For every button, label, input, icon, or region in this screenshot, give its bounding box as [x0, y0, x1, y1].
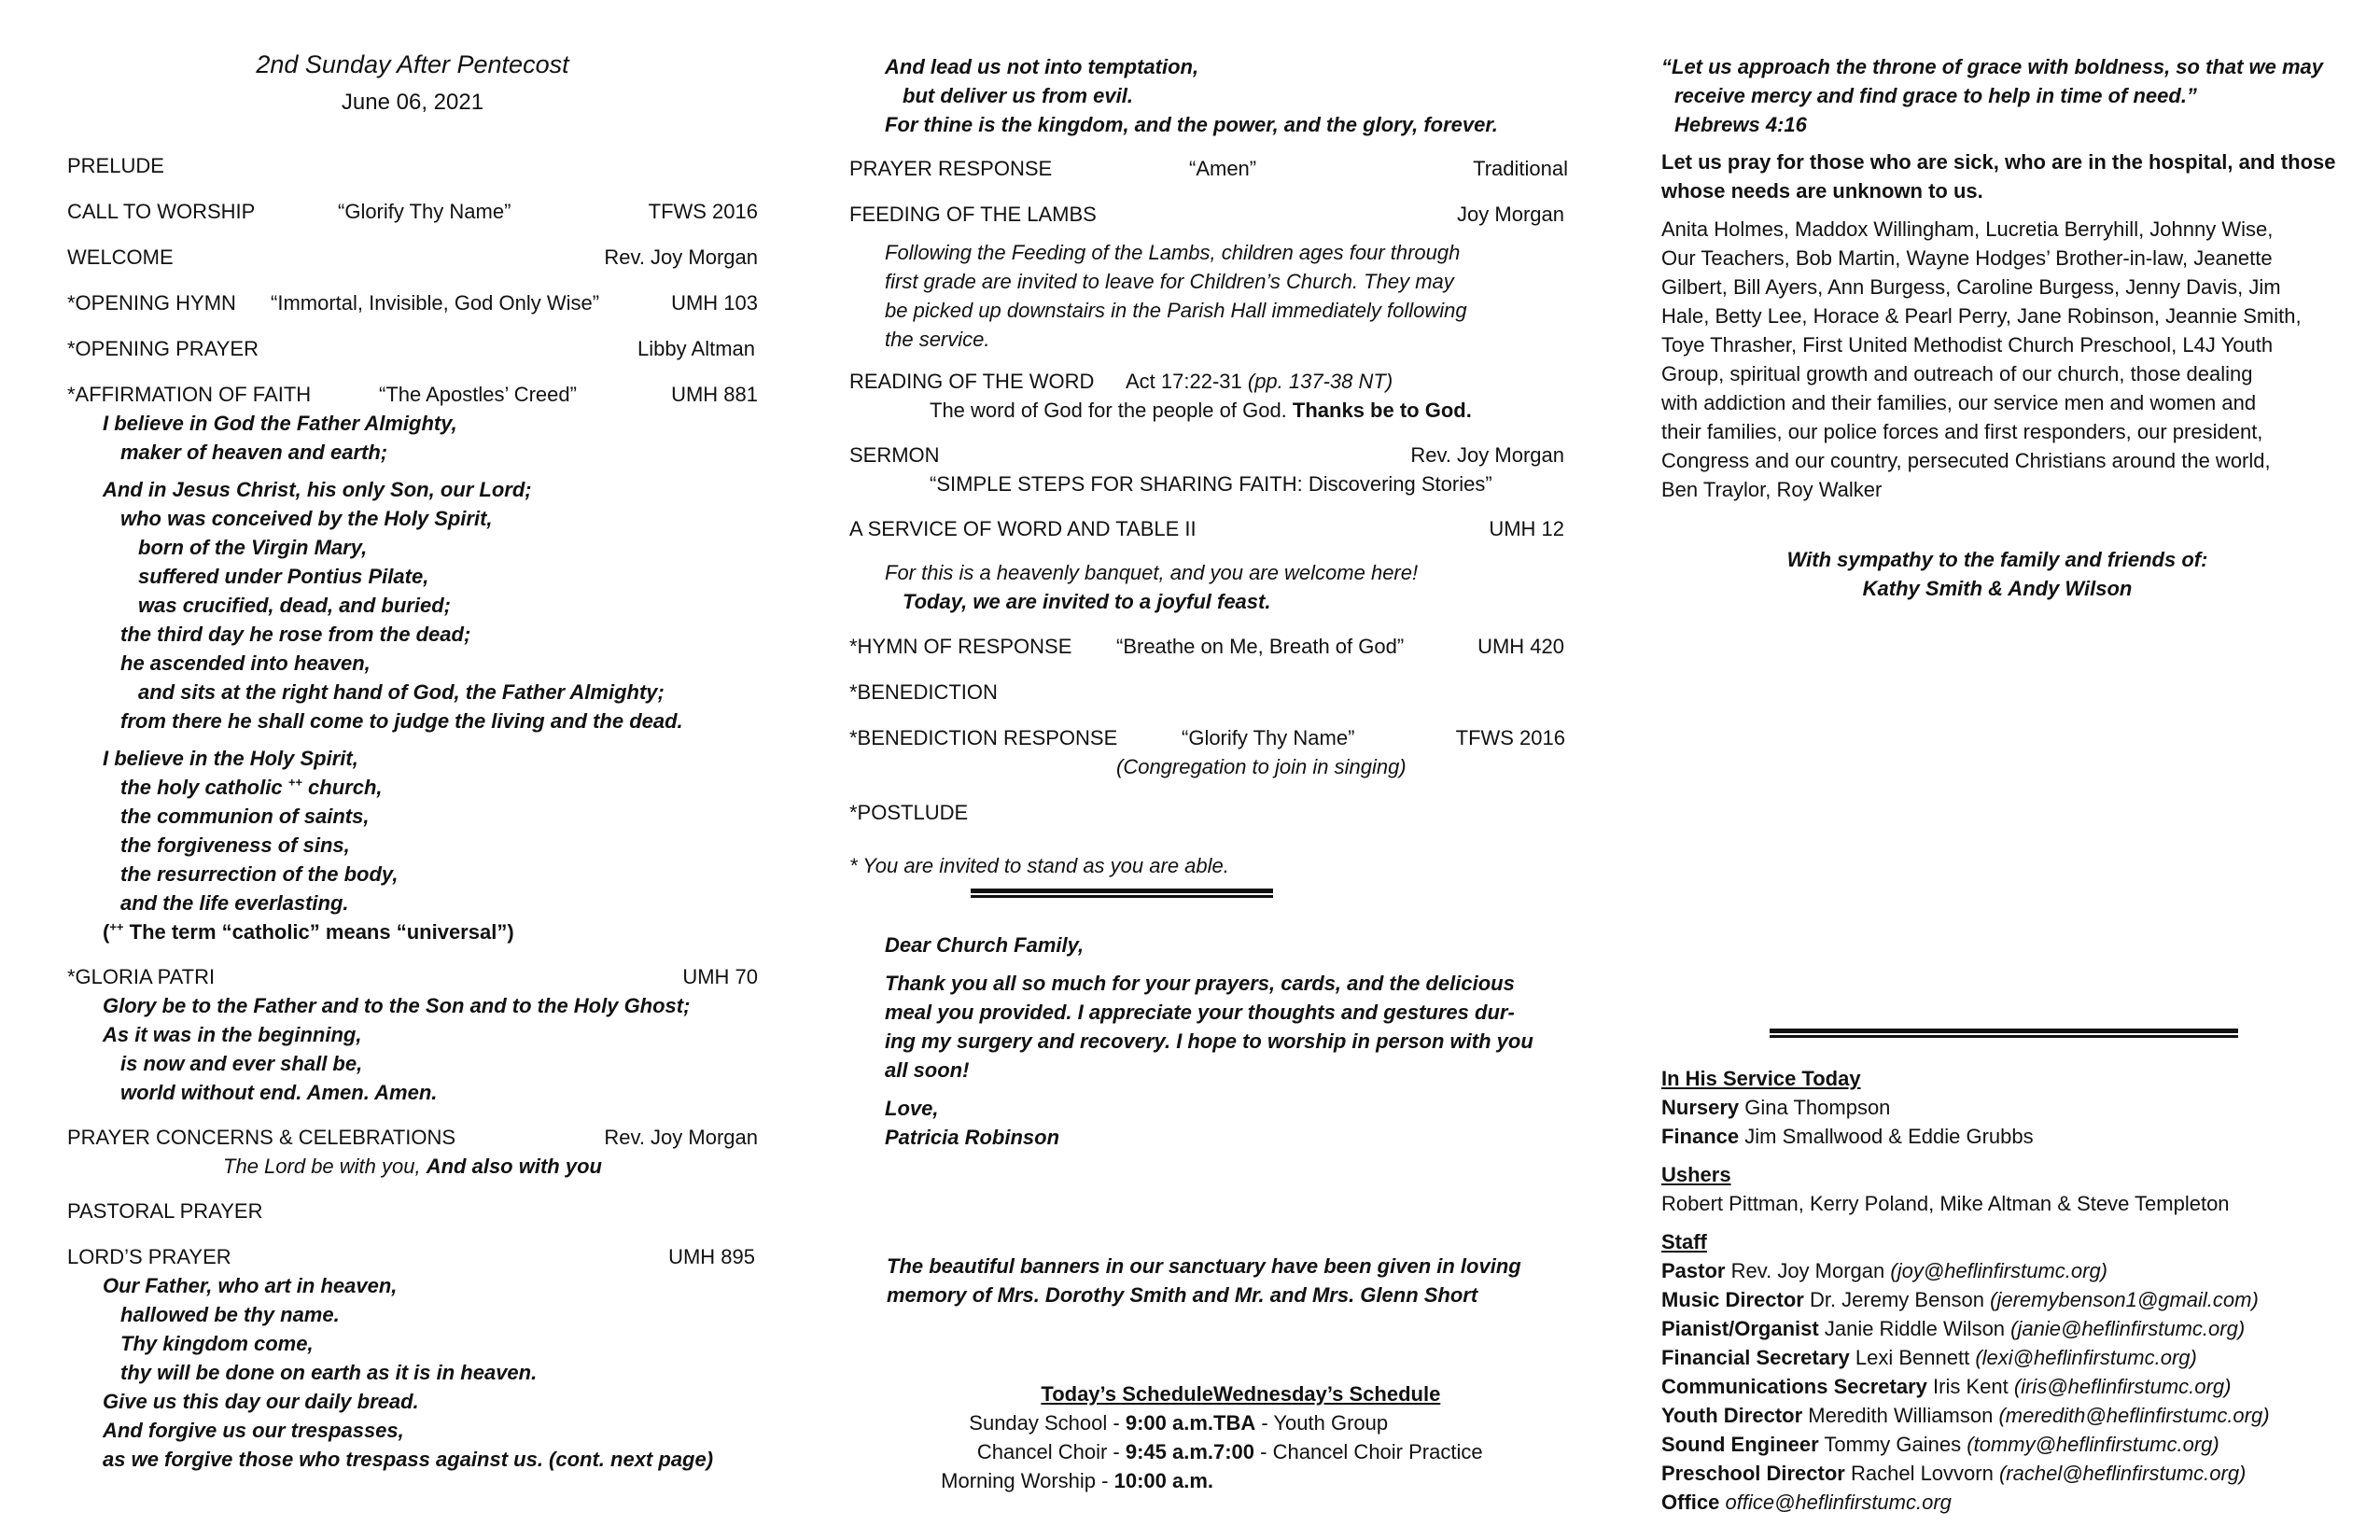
prayer-list-line: Ben Traylor, Roy Walker [1661, 478, 1883, 501]
item-label: LORD’S PRAYER [67, 1245, 231, 1268]
item-label: PRAYER RESPONSE [849, 157, 1053, 180]
schedule-event: - Chancel Choir Practice [1254, 1440, 1483, 1463]
item-ref: Traditional [1473, 157, 1568, 180]
item-leader: Rev. Joy Morgan [1410, 443, 1564, 467]
stand-note: * You are invited to stand as you are able. [849, 854, 1229, 877]
item-label: PRAYER CONCERNS & CELEBRATIONS [67, 1126, 456, 1149]
staff-item [1661, 1430, 2219, 1459]
staff-item [1661, 1401, 2270, 1430]
creed-line: born of the Virgin Mary, [138, 536, 368, 559]
staff-item [1661, 1256, 2107, 1285]
schedule-time: 9:00 a.m. [1125, 1411, 1213, 1435]
service-item [1661, 1093, 1890, 1122]
gloria-line: As it was in the beginning, [103, 1023, 362, 1046]
item-ref: UMH 103 [671, 291, 758, 315]
prayer-line: Give us this day our daily bread. [103, 1390, 419, 1413]
bulletin-title: 2nd Sunday After Pentecost [256, 50, 569, 78]
verse-line: receive mercy and find grace to help in time of need.” [1674, 84, 2197, 107]
staff-item [1661, 1459, 2246, 1488]
item-prelude [67, 151, 758, 180]
letter-line: Thank you all so much for your prayers, cards, and the delicious [885, 972, 1515, 995]
footnote-mark: ++ [109, 919, 124, 934]
prayer-line: Thy kingdom come, [120, 1332, 314, 1355]
verse-reference: Hebrews 4:16 [1674, 113, 1807, 136]
item-title: “Amen” [1189, 157, 1257, 180]
staff-role: Pianist/Organist [1661, 1317, 1819, 1340]
item-sermon [849, 441, 1564, 469]
prayer-list-line: Group, spiritual growth and outreach of our church, those dealing [1661, 362, 2253, 385]
reading-reference [1126, 367, 1393, 396]
item-label: *BENEDICTION [849, 680, 998, 704]
creed-line: suffered under Pontius Pilate, [138, 565, 429, 588]
staff-name: Lexi Bennett [1855, 1346, 1970, 1369]
intro-line: Let us pray for those who are sick, who are in the hospital, and those [1661, 150, 2336, 174]
dedication-line: memory of Mrs. Dorothy Smith and Mr. and Mrs. Glenn Short [887, 1283, 1478, 1307]
item-affirmation [67, 380, 758, 409]
item-pastoral-prayer [67, 1197, 758, 1225]
item-reading [849, 367, 1577, 396]
item-leader: Rev. Joy Morgan [604, 245, 758, 269]
item-benediction-response [849, 723, 1565, 752]
sermon-title: “SIMPLE STEPS FOR SHARING FAITH: Discovering Stories” [930, 472, 1492, 496]
item-label: *OPENING HYMN [67, 291, 236, 315]
letter-greeting: Dear Church Family, [885, 933, 1085, 957]
item-label: *GLORIA PATRI [67, 965, 216, 988]
footnote-paren: ( [103, 920, 110, 944]
gloria-line: world without end. Amen. Amen. [120, 1081, 438, 1104]
schedule-item [1213, 1408, 1388, 1437]
staff-name: Janie Riddle Wilson [1824, 1317, 2006, 1340]
item-label: *BENEDICTION RESPONSE [849, 726, 1118, 749]
prayer-list-line: with addiction and their families, our service men and women and [1661, 391, 2257, 414]
creed-line: from there he shall come to judge the living and the dead. [120, 709, 683, 733]
creed-line: the third day he rose from the dead; [120, 623, 471, 646]
item-label: WELCOME [67, 245, 174, 269]
section-divider [1770, 1029, 2238, 1038]
service-role: Nursery [1661, 1096, 1740, 1119]
response-call: The word of God for the people of God. [930, 399, 1293, 422]
item-label: *AFFIRMATION OF FAITH [67, 383, 312, 406]
staff-email: (tommy@heflinfirstumc.org) [1967, 1433, 2219, 1456]
benediction-note: (Congregation to join in singing) [1116, 755, 1407, 778]
schedule-event: Sunday School - [969, 1411, 1126, 1435]
item-welcome [67, 243, 758, 272]
staff-role: Youth Director [1661, 1404, 1803, 1427]
staff-heading: Staff [1661, 1230, 1707, 1253]
prayer-line: as we forgive those who trespass against us. (cont. next page) [103, 1448, 714, 1471]
schedule-item [1213, 1437, 1483, 1466]
prayer-line: For thine is the kingdom, and the power, and the glory, forever. [885, 113, 1498, 136]
creed-line: I believe in God the Father Almighty, [103, 412, 457, 435]
item-label: SERMON [849, 443, 940, 467]
item-ref: UMH 12 [1489, 517, 1564, 540]
verse-line: “Let us approach the throne of grace with boldness, so that we may [1661, 55, 2324, 78]
staff-email: (lexi@heflinfirstumc.org) [1975, 1346, 2197, 1369]
note-line: the service. [885, 328, 990, 351]
prayer-line: hallowed be thy name. [120, 1303, 340, 1326]
ushers-heading: Ushers [1661, 1163, 1731, 1186]
creed-line: the resurrection of the body, [120, 862, 399, 886]
prayer-list-line: Anita Holmes, Maddox Willingham, Lucretia Berryhill, Johnny Wise, [1661, 217, 2274, 241]
item-opening-prayer [67, 334, 758, 363]
item-ref: UMH 70 [682, 965, 758, 988]
creed-text: the holy catholic [120, 776, 283, 799]
note-line: be picked up downstairs in the Parish Hall immediately following [885, 299, 1467, 322]
creed-line: the communion of saints, [120, 805, 370, 828]
prayer-list-line: their families, our police forces and first responders, our president, [1661, 420, 2263, 443]
word-table-line: For this is a heavenly banquet, and you are welcome here! [885, 561, 1419, 584]
staff-email: (joy@heflinfirstumc.org) [1890, 1259, 2108, 1282]
staff-email: (rachel@heflinfirstumc.org) [1998, 1462, 2247, 1485]
item-word-and-table [849, 514, 1564, 543]
staff-role: Communications Secretary [1661, 1375, 1927, 1398]
item-title: “Breathe on Me, Breath of God” [1116, 635, 1405, 658]
staff-item [1661, 1488, 1952, 1517]
schedule-time: 7:00 [1213, 1440, 1255, 1463]
column-order-of-worship-2 [849, 0, 1577, 1540]
prayer-line: thy will be done on earth as it is in heaven. [120, 1361, 538, 1384]
creed-text: church, [308, 776, 383, 799]
schedule-time: 9:45 a.m. [1125, 1440, 1213, 1463]
prayer-list-line: Gilbert, Bill Ayers, Ann Burgess, Caroline Burgess, Jenny Davis, Jim [1661, 275, 2281, 299]
item-label: A SERVICE OF WORD AND TABLE II [849, 517, 1197, 540]
column-announcements [1661, 0, 2336, 1540]
staff-name: Tommy Gaines [1824, 1433, 1962, 1456]
staff-role: Sound Engineer [1661, 1433, 1819, 1456]
response-call: The Lord be with you, [223, 1155, 427, 1178]
item-prayer-response [849, 154, 1568, 183]
concerns-response [67, 1152, 758, 1181]
staff-name: Rachel Lovvorn [1850, 1462, 1994, 1485]
staff-email: (jeremybenson1@gmail.com) [1990, 1288, 2259, 1311]
schedule-heading: Today’s Schedule [1041, 1382, 1213, 1406]
schedule-heading: Wednesday’s Schedule [1213, 1382, 1441, 1406]
creed-line: the forgiveness of sins, [120, 833, 350, 857]
prayer-list-line: Our Teachers, Bob Martin, Wayne Hodges’ Brother-in-law, Jeanette [1661, 246, 2273, 270]
item-opening-hymn [67, 288, 758, 317]
staff-email: (iris@heflinfirstumc.org) [2013, 1375, 2232, 1398]
dedication-line: The beautiful banners in our sanctuary have been given in loving [887, 1254, 1521, 1278]
creed-line: and the life everlasting. [120, 891, 349, 915]
item-title: “Glorify Thy Name” [1182, 726, 1355, 749]
staff-name: Meredith Williamson [1808, 1404, 1994, 1427]
service-role: Finance [1661, 1125, 1740, 1148]
schedule-event: Chancel Choir - [976, 1440, 1126, 1463]
staff-role: Music Director [1661, 1288, 1804, 1311]
item-prayer-concerns [67, 1123, 758, 1152]
item-label: CALL TO WORSHIP [67, 200, 256, 223]
gloria-line: is now and ever shall be, [120, 1052, 363, 1075]
prayer-list-line: Toye Thrasher, First United Methodist Church Preschool, L4J Youth [1661, 333, 2274, 357]
staff-item [1661, 1372, 2231, 1401]
item-ref: TFWS 2016 [1455, 726, 1565, 749]
prayer-line: And lead us not into temptation, [885, 55, 1199, 78]
schedule-item [977, 1437, 1213, 1466]
prayer-line: And forgive us our trespasses, [103, 1419, 404, 1442]
item-label: READING OF THE WORD [849, 370, 1095, 393]
section-divider [971, 889, 1273, 898]
word-table-line: Today, we are invited to a joyful feast. [903, 590, 1271, 613]
prayer-list-line: Congress and our country, persecuted Christians around the world, [1661, 449, 2271, 472]
service-item [1661, 1122, 2034, 1151]
scripture-pages: (pp. 137-38 NT) [1247, 370, 1393, 393]
response-answer: Thanks be to God. [1292, 399, 1472, 422]
creed-line [120, 773, 383, 802]
service-name: Jim Smallwood & Eddie Grubbs [1744, 1125, 2034, 1148]
item-leader: Rev. Joy Morgan [604, 1126, 758, 1149]
intro-line: whose needs are unknown to us. [1661, 179, 1983, 203]
item-feeding-of-lambs [849, 200, 1564, 229]
item-ref: UMH 881 [671, 383, 758, 406]
reading-response [930, 396, 1472, 425]
item-lords-prayer [67, 1242, 758, 1271]
item-leader: Libby Altman [637, 337, 755, 360]
item-label: PASTORAL PRAYER [67, 1199, 263, 1223]
schedule-item [941, 1466, 1213, 1495]
staff-role: Preschool Director [1661, 1462, 1845, 1485]
creed-line: was crucified, dead, and buried; [138, 594, 451, 617]
staff-item [1661, 1314, 2245, 1343]
letter-line: ing my surgery and recovery. I hope to worship in person with you [885, 1029, 1533, 1053]
ushers-names: Robert Pittman, Kerry Poland, Mike Altman & Steve Templeton [1661, 1192, 2230, 1215]
staff-role: Financial Secretary [1661, 1346, 1850, 1369]
service-name: Gina Thompson [1744, 1096, 1891, 1119]
staff-email: (meredith@heflinfirstumc.org) [1998, 1404, 2270, 1427]
schedule-event: - Youth Group [1255, 1411, 1389, 1435]
creed-footnote-mark: ++ [287, 775, 302, 790]
letter-line: all soon! [885, 1058, 970, 1082]
prayer-line: but deliver us from evil. [903, 84, 1133, 107]
creed-line: And in Jesus Christ, his only Son, our Lord; [103, 478, 532, 501]
service-heading: In His Service Today [1661, 1067, 1861, 1090]
item-ref: TFWS 2016 [648, 200, 758, 223]
schedule-item [969, 1408, 1213, 1437]
staff-name: Dr. Jeremy Benson [1809, 1288, 1985, 1311]
creed-line: and sits at the right hand of God, the Father Almighty; [138, 680, 665, 704]
sympathy-line: With sympathy to the family and friends of: [1786, 548, 2208, 571]
staff-role: Pastor [1661, 1259, 1726, 1282]
item-label: *POSTLUDE [849, 801, 969, 824]
item-leader: Joy Morgan [1457, 203, 1564, 226]
item-label: FEEDING OF THE LAMBS [849, 203, 1097, 226]
note-line: first grade are invited to leave for Children’s Church. They may [885, 270, 1454, 293]
item-ref: UMH 895 [668, 1245, 755, 1268]
item-hymn-of-response [849, 632, 1564, 661]
note-line: Following the Feeding of the Lambs, children ages four through [885, 241, 1461, 264]
item-label: *HYMN OF RESPONSE [849, 635, 1072, 658]
item-title: “Glorify Thy Name” [338, 200, 511, 223]
staff-email: (janie@heflinfirstumc.org) [2010, 1317, 2246, 1340]
staff-email: office@heflinfirstumc.org [1725, 1491, 1952, 1514]
item-label: *OPENING PRAYER [67, 337, 259, 360]
item-gloria-patri [67, 962, 758, 991]
letter-closing: Love, [885, 1097, 939, 1120]
creed-line: maker of heaven and earth; [120, 441, 388, 464]
response-answer: And also with you [426, 1155, 602, 1178]
scripture-ref: Act 17:22-31 [1126, 370, 1242, 393]
creed-footnote [103, 917, 514, 946]
bulletin-date: June 06, 2021 [341, 90, 484, 115]
schedule-event: Morning Worship - [941, 1469, 1114, 1492]
gloria-line: Glory be to the Father and to the Son and to the Holy Ghost; [103, 994, 691, 1017]
column-order-of-worship-1 [67, 0, 758, 1540]
staff-item [1661, 1285, 2259, 1314]
staff-name: Rev. Joy Morgan [1730, 1259, 1885, 1282]
item-label: PRELUDE [67, 154, 164, 177]
prayer-line: Our Father, who art in heaven, [103, 1274, 398, 1297]
schedule-time: 10:00 a.m. [1113, 1469, 1213, 1492]
staff-item [1661, 1343, 2197, 1372]
item-call-to-worship [67, 197, 758, 226]
creed-line: who was conceived by the Holy Spirit, [120, 507, 493, 530]
item-title: “Immortal, Invisible, God Only Wise” [271, 291, 600, 315]
footnote-text: The term “catholic” means “universal”) [123, 920, 514, 944]
schedule-time: TBA [1213, 1411, 1256, 1435]
letter-line: meal you provided. I appreciate your thoughts and gestures dur- [885, 1001, 1515, 1024]
item-ref: UMH 420 [1477, 635, 1564, 658]
item-title: “The Apostles’ Creed” [379, 383, 577, 406]
item-benediction [849, 678, 1577, 707]
staff-name: Iris Kent [1933, 1375, 2009, 1398]
creed-line: I believe in the Holy Spirit, [103, 747, 358, 770]
creed-line: he ascended into heaven, [120, 651, 371, 675]
item-postlude [849, 798, 1577, 827]
prayer-list-line: Hale, Betty Lee, Horace & Pearl Perry, Jane Robinson, Jeannie Smith, [1661, 304, 2302, 328]
staff-role: Office [1661, 1491, 1720, 1514]
sympathy-names: Kathy Smith & Andy Wilson [1862, 577, 2133, 600]
letter-signature: Patricia Robinson [885, 1126, 1060, 1149]
